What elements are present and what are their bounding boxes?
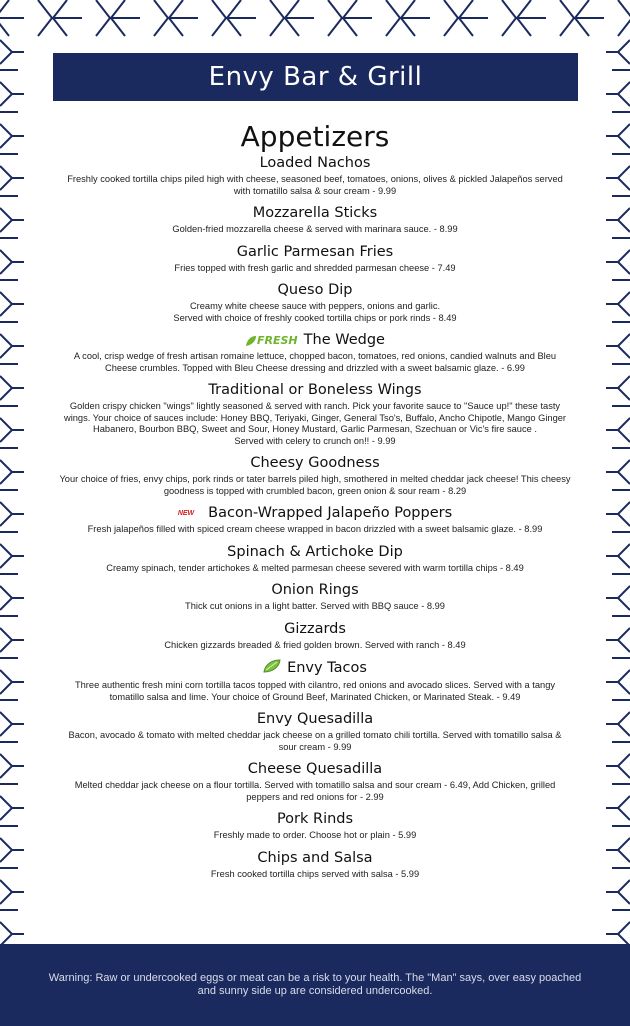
menu-item-name-row (28, 582, 602, 598)
menu-item (28, 505, 602, 536)
menu-item-name: Bacon-Wrapped Jalapeño Poppers (208, 505, 453, 521)
menu-item (28, 244, 602, 275)
menu-item (28, 711, 602, 753)
menu-item-name: Garlic Parmesan Fries (236, 243, 394, 260)
fresh-badge-icon (245, 334, 298, 347)
menu-item-description: Creamy white cheese sauce with peppers, onions and garlic. Served with choice of freshly cooked tortilla chips or pork rinds - 8.49 (173, 301, 457, 323)
menu-item-name: Spinach & Artichoke Dip (227, 543, 403, 560)
menu-item-name-row (28, 711, 602, 727)
menu-content (28, 104, 602, 888)
menu-item-description: Melted cheddar jack cheese on a flour tortilla. Served with tomatillo salsa and sour cream - 6.49, Add Chicken, grilled peppers and red onions for - 2.99 (74, 780, 556, 802)
new-badge-icon: NEW (177, 509, 195, 517)
menu-item-description: Creamy spinach, tender artichokes & melted parmesan cheese severed with warm tortilla chips - 8.49 (106, 562, 524, 573)
menu-item-description: Freshly cooked tortilla chips piled high with cheese, seasoned beef, tomatoes, onions, olives & pickled Jalapeños served with tomatillo salsa & sour cream - 9.99 (67, 174, 563, 196)
menu-item-name-row (28, 850, 602, 866)
lime-icon (263, 659, 281, 677)
menu-item-name: Traditional or Boneless Wings (208, 382, 422, 398)
menu-item-name-row (28, 505, 602, 521)
footer-warning: Warning: Raw or undercooked eggs or meat can be a risk to your health. The "Man" says, over easy poached and sunny side up are considered undercooked. (48, 972, 582, 997)
menu-item-description: Fresh cooked tortilla chips served with salsa - 5.99 (210, 868, 420, 879)
menu-item-name-row (28, 382, 602, 398)
menu-item-name: Mozzarella Sticks (252, 205, 378, 221)
footer-warning-bar (0, 944, 630, 1026)
menu-item (28, 811, 602, 842)
menu-item-description: Freshly made to order. Choose hot or plain - 5.99 (213, 830, 417, 840)
menu-item-description: Three authentic fresh mini corn tortilla tacos topped with cilantro, red onions and avocado slices. Served with a tangy tomatillo salsa and lime. Your choice of Ground Beef, Marinated Chicken, or Marinated Steak. - 9.49 (74, 680, 556, 702)
menu-item (28, 282, 602, 324)
menu-item-name: Cheesy Goodness (250, 455, 380, 471)
menu-item-description: Golden-fried mozzarella cheese & served with marinara sauce. - 8.99 (172, 224, 458, 234)
restaurant-name: Envy Bar & Grill (208, 62, 423, 92)
menu-item (28, 205, 602, 236)
menu-item-name: Gizzards (284, 620, 346, 637)
menu-item-name-row (28, 761, 602, 777)
menu-item-name: Cheese Quesadilla (247, 761, 383, 777)
menu-item-description: Your choice of fries, envy chips, pork rinds or tater barrels piled high, smothered in melted cheddar jack cheese! This cheesy goodness is topped with crumbled bacon, green onion & sour ream - 8.29 (59, 474, 571, 496)
menu-item-description: Chicken gizzards breaded & fried golden brown. Served with ranch - 8.49 (164, 639, 466, 650)
menu-item (28, 544, 602, 575)
menu-item-name: The Wedge (303, 332, 385, 348)
menu-item-name-row (28, 455, 602, 471)
menu-item-description: A cool, crisp wedge of fresh artisan romaine lettuce, chopped bacon, tomatoes, red onions, candied walnuts and Bleu Cheese crumbles. Topped with Bleu Cheese dressing and drizzled with a sweet balsamic glaze. - 6.99 (73, 351, 557, 373)
menu-item-name-row (28, 659, 602, 677)
menu-item-name: Onion Rings (271, 582, 359, 598)
menu-item-description: Fresh jalapeños filled with spiced cream cheese wrapped in bacon drizzled with a sweet balsamic glaze. - 8.99 (87, 524, 543, 534)
menu-item (28, 850, 602, 881)
menu-item-name-row (28, 621, 602, 637)
menu-item-description: Golden crispy chicken "wings" lightly seasoned & served with ranch. Pick your favorite sauce to "Sauce up!" these tasty wings. Your choice of sauces include: Honey BBQ, Teriyaki, Ginger, General Tso's, Buffalo, Ancho Chipotle, Mango Ginger Habanero, Bourbon BBQ, Sweet and Sour, Honey Mustard, Garlic Parmesan, Szechuan or Vic's fire sauce . Served with celery to crunch on!! - 9.99 (63, 401, 567, 446)
menu-item-description: Bacon, avocado & tomato with melted cheddar jack cheese on a grilled tomato chili tortilla. Served with tomatillo salsa & sour cream - 9.99 (68, 730, 562, 752)
menu-item-name: Pork Rinds (276, 811, 354, 827)
menu-item-name: Envy Tacos (287, 660, 367, 676)
section-title: Appetizers (240, 120, 390, 153)
restaurant-name-banner (53, 53, 578, 101)
menu-item-name-row (28, 155, 602, 171)
menu-item (28, 659, 602, 703)
menu-item (28, 382, 602, 447)
menu-item (28, 155, 602, 197)
menu-item-name-row (28, 811, 602, 827)
menu-item (28, 621, 602, 652)
menu-item-name: Queso Dip (277, 282, 353, 298)
menu-item-name-row (28, 244, 602, 260)
menu-item-name-row (28, 282, 602, 298)
menu-item (28, 455, 602, 497)
menu-item (28, 761, 602, 803)
menu-item-name-row (28, 205, 602, 221)
menu-item (28, 332, 602, 374)
menu-item-description: Thick cut onions in a light batter. Served with BBQ sauce - 8.99 (185, 601, 445, 611)
fresh-badge-label: FRESH (257, 333, 298, 347)
menu-item-name-row (28, 544, 602, 560)
menu-item (28, 582, 602, 613)
menu-items-list (28, 155, 602, 880)
menu-item-name: Loaded Nachos (259, 155, 371, 171)
menu-item-name: Envy Quesadilla (256, 711, 374, 727)
menu-item-name-row (28, 332, 602, 348)
menu-item-description: Fries topped with fresh garlic and shredded parmesan cheese - 7.49 (174, 262, 456, 273)
menu-item-name: Chips and Salsa (257, 849, 373, 866)
